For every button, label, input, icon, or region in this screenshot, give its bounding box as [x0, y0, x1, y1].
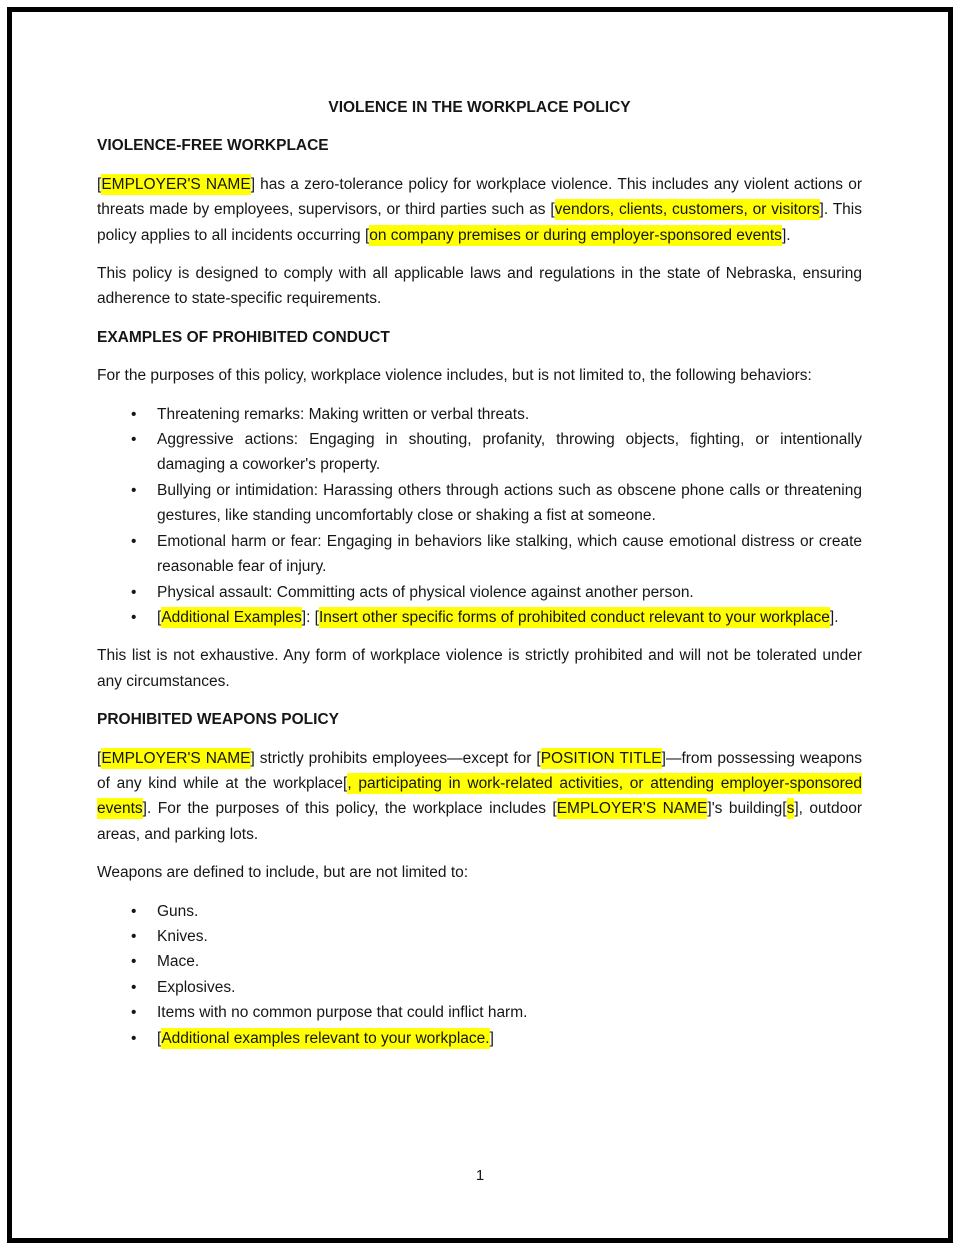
section-heading-violence-free-workplace: VIOLENCE-FREE WORKPLACE	[97, 137, 329, 155]
list-item: • Emotional harm or fear: Engaging in behaviors like stalking, which cause emotional distress or create reasonable fear of injury.	[157, 529, 862, 580]
list-item: • Mace.	[157, 949, 862, 974]
list-item: • Aggressive actions: Engaging in shouting, profanity, throwing objects, fighting, or intentionally damaging a coworker's property.	[157, 427, 862, 478]
paragraph-state-compliance: This policy is designed to comply with all applicable laws and regulations in the state of Nebraska, ensuring adherence to state-specific requirements.	[97, 265, 862, 308]
highlighted-placeholder-text: vendors, clients, customers, or visitors	[554, 201, 820, 219]
section-heading-examples-of-prohibited-conduct: EXAMPLES OF PROHIBITED CONDUCT	[97, 328, 390, 346]
paragraph-weapons-definition-intro: Weapons are defined to include, but are not limited to:	[97, 864, 469, 882]
highlighted-placeholder-text: EMPLOYER'S NAME	[101, 749, 251, 767]
paragraph-behaviors-intro: For the purposes of this policy, workplace violence includes, but is not limited to, the following behaviors:	[97, 367, 812, 385]
document-content	[97, 95, 862, 1064]
highlighted-placeholder-text: Additional Examples	[161, 608, 302, 626]
list-item: • Physical assault: Committing acts of physical violence against another person.	[157, 580, 862, 605]
list-item: • Explosives.	[157, 975, 862, 1000]
list-item: • [Additional Examples]: [Insert other specific forms of prohibited conduct relevant to your workplace].	[157, 605, 862, 630]
list-item: • Bullying or intimidation: Harassing others through actions such as obscene phone calls or threatening gestures, like standing uncomfortably close or shaking a fist at someone.	[157, 478, 862, 529]
highlighted-placeholder-text: Additional examples relevant to your workplace.	[161, 1029, 490, 1047]
paragraph-list-not-exhaustive: This list is not exhaustive. Any form of workplace violence is strictly prohibited and will not be tolerated under any circumstances.	[97, 647, 862, 690]
list-item: • Items with no common purpose that could inflict harm.	[157, 1000, 862, 1025]
highlighted-placeholder-text: on company premises or during employer-sponsored events	[369, 226, 782, 244]
page-number: 1	[475, 1167, 485, 1184]
paragraph-zero-tolerance: [EMPLOYER'S NAME] has a zero-tolerance policy for workplace violence. This includes any violent actions or threats made by employees, supervisors, or third parties such as [vendors, clients, customers, or visitors]. This policy applies to all incidents occurring [on company premises or during employer-sponsored events].	[97, 175, 862, 244]
highlighted-placeholder-text: EMPLOYER'S NAME	[101, 175, 251, 193]
highlighted-placeholder-text: POSITION TITLE	[540, 749, 662, 767]
list-item: • Guns.	[157, 899, 862, 924]
list-item: • Threatening remarks: Making written or verbal threats.	[157, 402, 862, 427]
weapons-list	[97, 899, 862, 1051]
highlighted-placeholder-text: Insert other specific forms of prohibited conduct relevant to your workplace	[319, 608, 830, 626]
prohibited-conduct-list	[97, 402, 862, 631]
highlighted-placeholder-text: EMPLOYER'S NAME	[556, 800, 708, 818]
list-item: • Knives.	[157, 924, 862, 949]
section-heading-prohibited-weapons-policy: PROHIBITED WEAPONS POLICY	[97, 711, 339, 729]
paragraph-weapons-prohibition: [EMPLOYER'S NAME] strictly prohibits employees—except for [POSITION TITLE]—from possessing weapons of any kind while at the workplace[, participating in work-related activities, or attending employer-sponsored events]. For the purposes of this policy, the workplace includes [EMPLOYER'S NAME]'s building[s], outdoor areas, and parking lots.	[97, 749, 862, 843]
document-title: VIOLENCE IN THE WORKPLACE POLICY	[328, 99, 631, 116]
highlighted-placeholder-text: , participating in work-related activities, or attending employer-sponsored events	[97, 774, 862, 818]
list-item: • [Additional examples relevant to your workplace.]	[157, 1026, 862, 1051]
highlighted-placeholder-text: s	[786, 800, 795, 818]
